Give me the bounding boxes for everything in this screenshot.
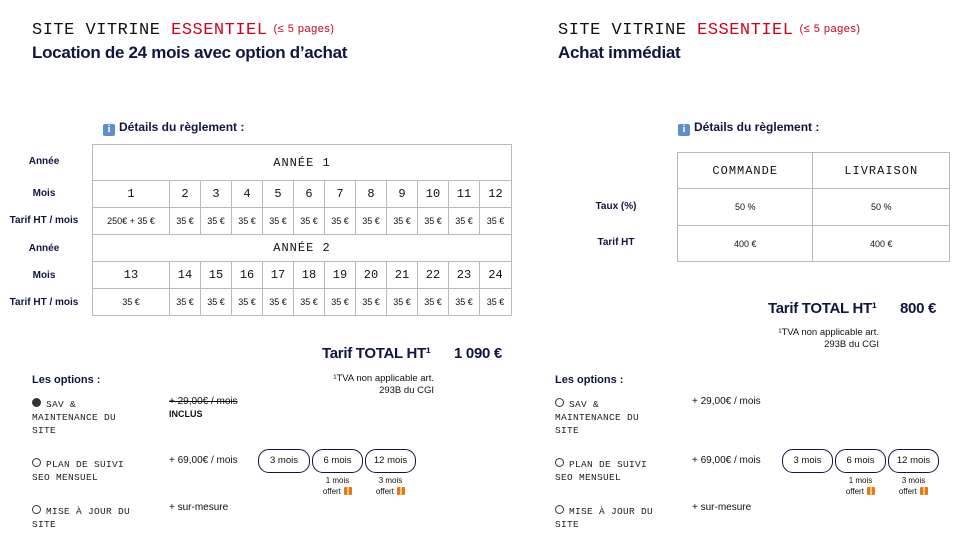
radio-empty-icon[interactable]: [32, 505, 41, 514]
option-label: MISE À JOUR DU: [46, 506, 131, 517]
included-badge: INCLUS: [169, 409, 203, 419]
price-cell: 35 €: [449, 289, 480, 316]
offer-6-mois: [835, 475, 886, 497]
year1-cell: ANNÉE 1: [93, 145, 512, 181]
right-option-maj-price: + sur-mesure: [692, 502, 752, 513]
price-cell: 35 €: [356, 289, 387, 316]
left-option-sav[interactable]: [32, 398, 116, 437]
price-cell: 35 €: [201, 289, 232, 316]
right-option-seo[interactable]: [555, 458, 647, 484]
left-details-label: Détails du règlement :: [119, 120, 245, 134]
month-cell: 11: [449, 181, 480, 208]
month-cell: 19: [325, 262, 356, 289]
month-cell: 13: [93, 262, 170, 289]
right-subtitle: Achat immédiat: [558, 43, 681, 62]
left-options-title: Les options :: [32, 374, 101, 386]
option-label: SEO MENSUEL: [555, 472, 622, 483]
price-cell: 35 €: [387, 289, 418, 316]
price-cell: 35 €: [294, 289, 325, 316]
option-label: PLAN DE SUIVI: [569, 459, 648, 470]
price-cell: 35 €: [263, 208, 294, 235]
price-cell: 35 €: [93, 289, 170, 316]
left-total-value: 1 090 €: [454, 345, 502, 362]
month-cell: 10: [418, 181, 449, 208]
offer-12-mois: [365, 475, 416, 497]
radio-filled-icon[interactable]: [32, 398, 41, 407]
month-cell: 8: [356, 181, 387, 208]
gift-icon: [920, 487, 928, 495]
month-cell: 7: [325, 181, 356, 208]
table-row-tarif: [678, 226, 950, 262]
price-cell: 35 €: [232, 289, 263, 316]
month-cell: 15: [201, 262, 232, 289]
info-icon: i: [678, 124, 690, 136]
option-label: SITE: [32, 425, 57, 436]
table-row-months-y2: [93, 262, 512, 289]
left-total-label: Tarif TOTAL HT¹: [322, 345, 431, 362]
table-row-taux: [678, 189, 950, 226]
month-cell: 6: [294, 181, 325, 208]
right-title-prefix: SITE VITRINE: [558, 21, 698, 40]
left-row-label-mois-2: Mois: [32, 270, 56, 281]
left-option-maj-price: + sur-mesure: [169, 502, 229, 513]
right-options-title: Les options :: [555, 374, 624, 386]
pill-12-mois[interactable]: 12 mois: [365, 449, 416, 473]
left-product-title: [32, 21, 335, 40]
price-cell: 35 €: [325, 289, 356, 316]
col-commande: COMMANDE: [678, 153, 813, 189]
tarif-commande: 400 €: [678, 226, 813, 262]
price-cell: 35 €: [387, 208, 418, 235]
table-row-year2: [93, 235, 512, 262]
right-title-note: (≤ 5 pages): [799, 23, 861, 35]
left-row-label-annee-2: Année: [28, 243, 60, 254]
right-row-label-tarif: Tarif HT: [597, 237, 635, 248]
left-title-note: (≤ 5 pages): [273, 23, 335, 35]
price-cell: 35 €: [356, 208, 387, 235]
month-cell: 20: [356, 262, 387, 289]
month-cell: 2: [170, 181, 201, 208]
offer-line: 3 mois: [378, 476, 403, 485]
table-row-prices-y1: [93, 208, 512, 235]
pill-3-mois[interactable]: 3 mois: [258, 449, 310, 473]
offer-line: 1 mois: [325, 476, 350, 485]
info-icon: i: [103, 124, 115, 136]
radio-empty-icon[interactable]: [555, 398, 564, 407]
right-details-label: Détails du règlement :: [694, 120, 820, 134]
table-row-header: [678, 153, 950, 189]
right-tva-line2: 293B du CGI: [824, 339, 879, 350]
right-payment-table: [677, 152, 950, 262]
struck-price: + 29,00€ / mois: [169, 396, 238, 407]
right-total-label: Tarif TOTAL HT¹: [768, 300, 877, 317]
offer-line: offert: [845, 487, 864, 496]
right-details-heading: [678, 120, 819, 136]
left-title-accent: ESSENTIEL: [171, 21, 268, 40]
option-label: SITE: [32, 519, 57, 530]
month-cell: 21: [387, 262, 418, 289]
left-option-sav-price: [169, 396, 238, 420]
price-cell: 35 €: [294, 208, 325, 235]
month-cell: 22: [418, 262, 449, 289]
radio-empty-icon[interactable]: [555, 505, 564, 514]
gift-icon: [867, 487, 875, 495]
radio-empty-icon[interactable]: [32, 458, 41, 467]
year2-cell: ANNÉE 2: [93, 235, 512, 262]
price-cell: 35 €: [232, 208, 263, 235]
month-cell: 12: [480, 181, 512, 208]
offer-12-mois: [888, 475, 939, 497]
option-label: PLAN DE SUIVI: [46, 459, 125, 470]
left-tva-line2: 293B du CGI: [379, 385, 434, 396]
price-cell: 35 €: [480, 208, 512, 235]
right-product-title: [558, 21, 861, 40]
gift-icon: [397, 487, 405, 495]
gift-icon: [344, 487, 352, 495]
offer-line: 1 mois: [848, 476, 873, 485]
price-cell: 35 €: [418, 289, 449, 316]
price-cell: 35 €: [480, 289, 512, 316]
right-option-sav-price: + 29,00€ / mois: [692, 396, 761, 407]
left-row-label-mois: Mois: [32, 188, 56, 199]
table-row-year1: [93, 145, 512, 181]
right-tva-line1: ¹TVA non applicable art.: [778, 327, 879, 338]
price-cell: 35 €: [418, 208, 449, 235]
left-option-maj[interactable]: [32, 505, 130, 531]
offer-6-mois: [312, 475, 363, 497]
price-cell: 250€ + 35 €: [93, 208, 170, 235]
offer-line: 3 mois: [901, 476, 926, 485]
table-row-prices-y2: [93, 289, 512, 316]
table-row-months-y1: [93, 181, 512, 208]
right-total-value: 800 €: [900, 300, 937, 317]
price-cell: 35 €: [170, 208, 201, 235]
month-cell: 5: [263, 181, 294, 208]
pill-3-mois[interactable]: 3 mois: [782, 449, 833, 473]
tarif-livraison: 400 €: [813, 226, 950, 262]
taux-commande: 50 %: [678, 189, 813, 226]
right-row-label-taux: Taux (%): [595, 201, 637, 212]
month-cell: 14: [170, 262, 201, 289]
left-row-label-tarif-2: Tarif HT / mois: [9, 297, 79, 308]
left-row-label-tarif: Tarif HT / mois: [9, 215, 79, 226]
left-option-seo-price: + 69,00€ / mois: [169, 455, 238, 466]
right-title-accent: ESSENTIEL: [697, 21, 794, 40]
pill-12-mois[interactable]: 12 mois: [888, 449, 939, 473]
offer-line: offert: [898, 487, 917, 496]
month-cell: 17: [263, 262, 294, 289]
right-tva-note: [735, 327, 879, 351]
left-subtitle: Location de 24 mois avec option d’achat: [32, 43, 348, 62]
month-cell: 23: [449, 262, 480, 289]
left-option-seo[interactable]: [32, 458, 124, 484]
month-cell: 24: [480, 262, 512, 289]
option-label: SITE: [555, 519, 580, 530]
pill-6-mois[interactable]: 6 mois: [312, 449, 363, 473]
right-option-sav[interactable]: [555, 398, 639, 437]
radio-empty-icon[interactable]: [555, 458, 564, 467]
left-details-heading: [103, 120, 244, 136]
taux-livraison: 50 %: [813, 189, 950, 226]
month-cell: 3: [201, 181, 232, 208]
price-cell: 35 €: [325, 208, 356, 235]
right-option-maj[interactable]: [555, 505, 653, 531]
left-row-label-annee: Année: [28, 156, 60, 167]
left-tva-line1: ¹TVA non applicable art.: [333, 373, 434, 384]
price-cell: 35 €: [201, 208, 232, 235]
col-livraison: LIVRAISON: [813, 153, 950, 189]
price-cell: 35 €: [170, 289, 201, 316]
option-label: SITE: [555, 425, 580, 436]
right-option-seo-price: + 69,00€ / mois: [692, 455, 761, 466]
left-tva-note: [290, 373, 434, 397]
option-label: MAINTENANCE DU: [32, 412, 117, 423]
option-label: SAV &: [569, 399, 600, 410]
month-cell: 1: [93, 181, 170, 208]
month-cell: 4: [232, 181, 263, 208]
month-cell: 9: [387, 181, 418, 208]
left-payment-schedule-table: [92, 144, 512, 316]
option-label: SEO MENSUEL: [32, 472, 99, 483]
offer-line: offert: [375, 487, 394, 496]
price-cell: 35 €: [449, 208, 480, 235]
option-label: SAV &: [46, 399, 77, 410]
pill-6-mois[interactable]: 6 mois: [835, 449, 886, 473]
left-title-prefix: SITE VITRINE: [32, 21, 172, 40]
option-label: MAINTENANCE DU: [555, 412, 640, 423]
month-cell: 18: [294, 262, 325, 289]
offer-line: offert: [322, 487, 341, 496]
option-label: MISE À JOUR DU: [569, 506, 654, 517]
price-cell: 35 €: [263, 289, 294, 316]
month-cell: 16: [232, 262, 263, 289]
